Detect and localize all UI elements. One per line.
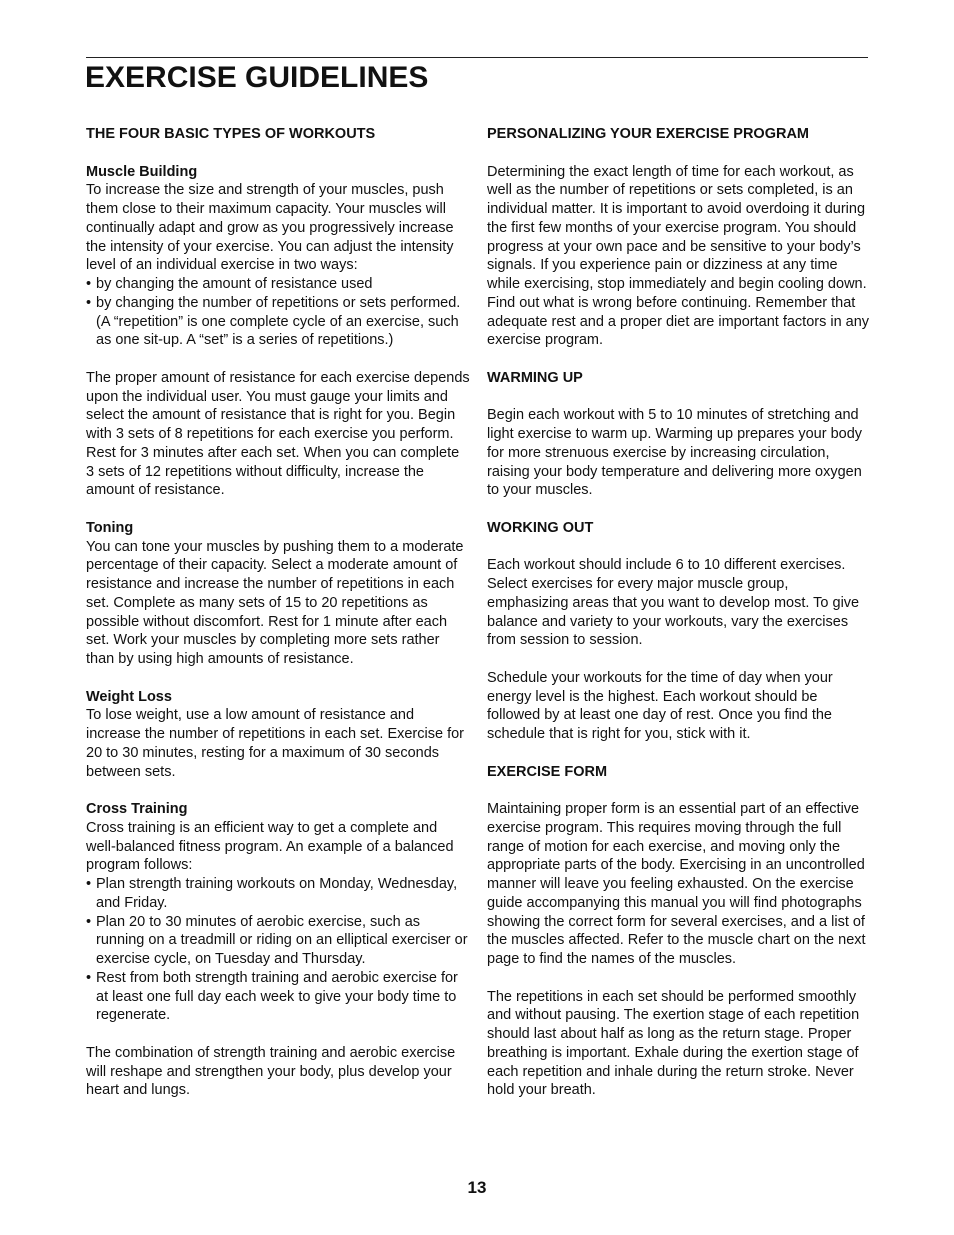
heading-weight-loss: Weight Loss — [86, 688, 172, 705]
working-out-text-2: Schedule your workouts for the time of day when your energy level is the highest. Each workout should be followed by at least one day of rest. Once you find the schedule that is right for you, stick with it. — [487, 669, 833, 742]
working-out-text-1: Each workout should include 6 to 10 different exercises. Select exercises for every major muscle group, emphasizing areas that you want to develop most. To give balance and variety to your workouts, vary the exercises from session to session. — [487, 557, 860, 649]
list-item: • Plan strength training workouts on Monday, Wednesday, and Friday. — [86, 875, 470, 913]
heading-exercise-form: EXERCISE FORM — [487, 763, 608, 780]
heading-muscle-building: Muscle Building — [86, 163, 198, 180]
list-item: • by changing the number of repetitions or sets performed. (A “repetition” is one complete cycle of an exercise, such as one sit-up. A “set” is a series of repetitions.) — [86, 294, 470, 350]
cross-training-summary: The combination of strength training and aerobic exercise will reshape and strengthen your body, plus develop your heart and lungs. — [86, 1044, 456, 1099]
heading-cross-training: Cross Training — [86, 801, 188, 817]
heading-warming-up: WARMING UP — [487, 369, 583, 386]
header-rule — [86, 57, 868, 58]
muscle-building-resistance-text: The proper amount of resistance for each exercise depends upon the individual user. You must gauge your limits and select the amount of resistance that is right for you. Begin with 3 sets of 8 repetitions for each exercise you perform. Rest for 3 minutes after each set. When you can complete 3 sets of 12 repetitions without difficulty, increase the amount of resistance. — [86, 369, 470, 499]
muscle-building-intro: To increase the size and strength of your muscles, push them close to their maximum capacity. Your muscles will continually adapt and grow as you progressively increase the intensity of your exercise. You can adjust the intensity level of an individual exercise in two ways: — [86, 182, 454, 274]
section-heading-workout-types: THE FOUR BASIC TYPES OF WORKOUTS — [86, 126, 376, 142]
exercise-form-text-1: Maintaining proper form is an essential part of an effective exercise program. This requires moving through the full range of motion for each exercise, and moving only the appropriate parts of the body. Exercising in an uncontrolled manner will leave you feeling exhausted. On the exercise guide accompanying this manual you will find photographs showing the correct form for several exercises, and a list of the muscles affected. Refer to the muscle chart on the next page to find the names of the muscles. — [487, 801, 866, 967]
exercise-form-text-2: The repetitions in each set should be performed smoothly and without pausing. The exertion stage of each repetition should last about half as long as the return stage. Proper breathing is important. Exhale during the exertion stage of each repetition and inhale during the return stroke. Never hold your breath. — [487, 988, 860, 1099]
heading-toning: Toning — [86, 519, 134, 536]
page-number: 13 — [467, 1178, 487, 1197]
heading-personalizing: PERSONALIZING YOUR EXERCISE PROGRAM — [487, 126, 809, 142]
warming-up-text: Begin each workout with 5 to 10 minutes of stretching and light exercise to warm up. Warming up prepares your body for more strenuous exercise by increasing circulation, raising your body temperature and delivering more oxygen to your muscles. — [487, 407, 863, 499]
cross-training-intro: Cross training is an efficient way to get a complete and well-balanced fitness program. An example of a balanced program follows: — [86, 819, 454, 874]
list-item: • Rest from both strength training and aerobic exercise for at least one full day each week to give your body time to regenerate. — [86, 969, 470, 1025]
right-column — [487, 125, 871, 1100]
toning-text: You can tone your muscles by pushing them to a moderate percentage of their capacity. Select a moderate amount of resistance and increase the number of repetitions in each set. Complete as many sets of 15 to 20 repetitions as possible without discomfort. Rest for 1 minute after each set. Work your muscles by completing more sets rather than by using high amounts of resistance. — [86, 538, 464, 667]
heading-working-out: WORKING OUT — [487, 519, 594, 536]
page-title: EXERCISE GUIDELINES — [85, 61, 429, 94]
cross-training-list — [86, 875, 470, 1025]
weight-loss-text: To lose weight, use a low amount of resistance and increase the number of repetitions in each set. Exercise for 20 to 30 minutes, resting for a maximum of 30 seconds between sets. — [86, 707, 464, 780]
list-item: • Plan 20 to 30 minutes of aerobic exercise, such as running on a treadmill or riding on an elliptical exerciser or exercise cycle, on Tuesday and Thursday. — [86, 913, 470, 969]
muscle-building-list — [86, 275, 470, 350]
left-column — [86, 125, 470, 1100]
personalizing-text: Determining the exact length of time for each workout, as well as the number of repetitions or sets completed, is an individual matter. It is important to avoid overdoing it during the first few months of your exercise program. You should progress at your own pace and be sensitive to your body’s signals. If you experience pain or dizziness at any time while exercising, stop immediately and begin cooling down. Find out what is wrong before continuing. Remember that adequate rest and a proper diet are important factors in any exercise program. — [487, 163, 870, 349]
list-item: • by changing the amount of resistance used — [86, 275, 470, 294]
